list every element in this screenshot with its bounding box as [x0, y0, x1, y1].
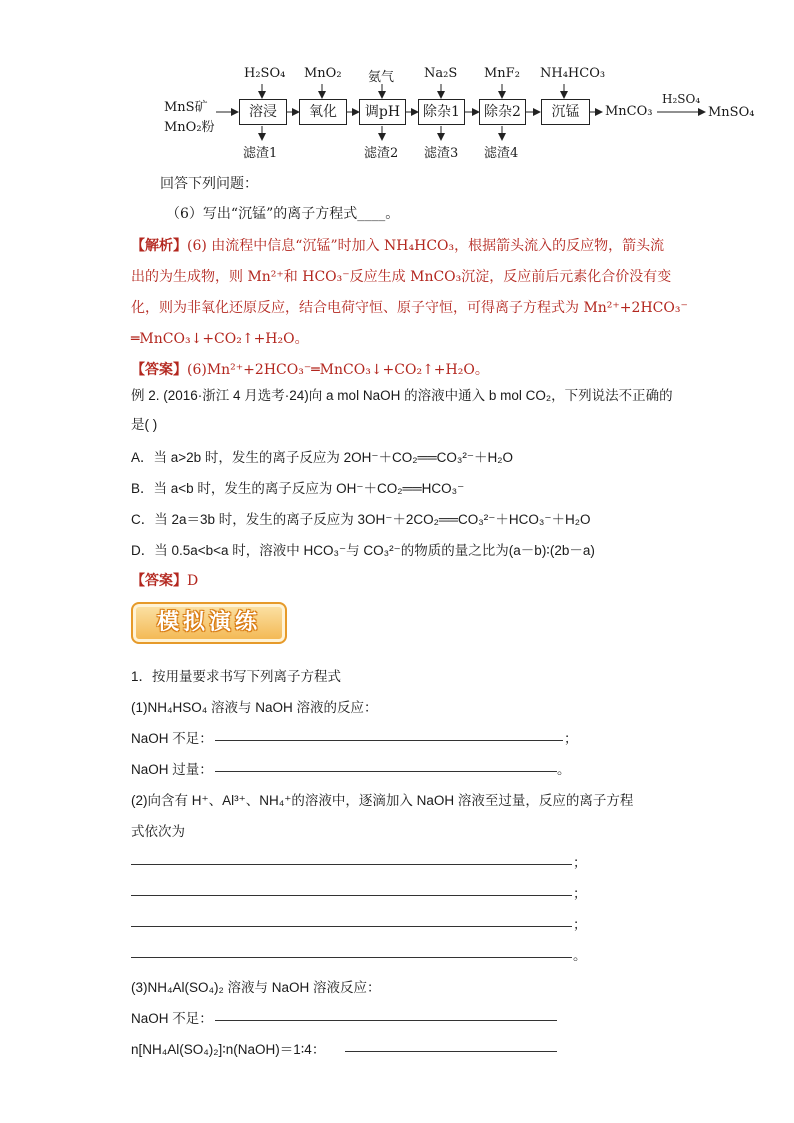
answer-blank[interactable] — [215, 740, 563, 741]
answer-blank[interactable] — [345, 1051, 557, 1052]
exercise-part-3: (3)NH₄Al(SO₄)₂ 溶液与 NaOH 溶液反应： — [131, 980, 381, 995]
practice-banner — [131, 602, 287, 644]
answer-blank[interactable] — [215, 771, 557, 772]
answer-1 — [131, 359, 489, 379]
step-precipitate-mn: 沉锰 — [541, 99, 590, 125]
punct-semicolon: ； — [564, 731, 578, 746]
analysis-line-1 — [131, 235, 664, 255]
input-na2s: Na₂S — [424, 66, 458, 81]
residue-4: 滤渣4 — [484, 146, 519, 161]
part-3-naoh-insufficient-label: NaOH 不足： — [131, 1011, 213, 1026]
product-mnso4: MnSO₄ — [708, 105, 755, 120]
answer-2-text: D — [187, 573, 199, 589]
option-b: B．当 a<b 时，发生的离子反应为 OH⁻＋CO₂══HCO₃⁻ — [131, 481, 465, 496]
product-mnco3: MnCO₃ — [605, 104, 653, 119]
example-2-stem-2: 是( ) — [131, 417, 158, 432]
exercise-title: 1．按用量要求书写下列离子方程式 — [131, 669, 342, 684]
input-nh4hco3: NH₄HCO₃ — [540, 66, 606, 81]
step-purify-1: 除杂1 — [418, 99, 465, 125]
answer-blank[interactable] — [131, 926, 572, 927]
step-oxidation: 氧化 — [299, 99, 347, 125]
punct-semicolon: ； — [573, 917, 587, 932]
answer-blank[interactable] — [215, 1020, 557, 1021]
reagent-h2so4: H₂SO₄ — [662, 92, 701, 106]
exercise-part-2-line-2: 式依次为 — [131, 824, 185, 839]
analysis-text-1: (6) 由流程中信息“沉锰”时加入 NH₄HCO₃，根据箭头流入的反应物，箭头流 — [187, 238, 665, 254]
option-a: A．当 a>2b 时，发生的离子反应为 2OH⁻＋CO₂══CO₃²⁻＋H₂O — [131, 450, 514, 465]
analysis-line-2: 出的为生成物，则 Mn²⁺和 HCO₃⁻反应生成 MnCO₃沉淀，反应前后元素化合价没有变 — [131, 269, 672, 285]
answer-blank[interactable] — [131, 864, 572, 865]
answer-blank[interactable] — [131, 895, 572, 896]
question-6: （6）写出“沉锰”的离子方程式____。 — [166, 206, 400, 222]
punct-semicolon: ； — [573, 886, 587, 901]
punct-semicolon: ； — [573, 855, 587, 870]
answer-2-tag: 【答案】 — [131, 573, 187, 589]
answer-blank[interactable] — [131, 957, 572, 958]
part-1-naoh-insufficient-label: NaOH 不足： — [131, 731, 213, 746]
input-ammonia: 氨气 — [368, 70, 395, 85]
analysis-line-4: ═MnCO₃↓+CO₂↑+H₂O。 — [131, 331, 309, 347]
input-mnf2: MnF₂ — [484, 66, 520, 81]
answer-1-tag: 【答案】 — [131, 362, 187, 378]
question-intro: 回答下列问题： — [160, 176, 258, 192]
punct-period: 。 — [557, 762, 571, 777]
exercise-part-2-line-1: (2)向含有 H⁺、Al³⁺、NH₄⁺的溶液中，逐滴加入 NaOH 溶液至过量，反应的离子方程 — [131, 793, 634, 808]
analysis-line-3: 化，则为非氧化还原反应，结合电荷守恒、原子守恒，可得离子方程式为 Mn²⁺+2HCO₃⁻ — [131, 300, 688, 316]
residue-1: 滤渣1 — [243, 146, 278, 161]
step-adjust-ph: 调pH — [359, 99, 406, 125]
analysis-tag: 【解析】 — [131, 238, 187, 254]
part-1-naoh-excess-label: NaOH 过量： — [131, 762, 213, 777]
example-2-stem-1: 例 2. (2016·浙江 4 月选考·24)向 a mol NaOH 的溶液中通入 b mol CO₂，下列说法不正确的 — [131, 388, 673, 403]
part-3-ratio-label: n[NH₄Al(SO₄)₂]∶n(NaOH)＝1∶4： — [131, 1042, 326, 1057]
answer-1-text: (6)Mn²⁺+2HCO₃⁻═MnCO₃↓+CO₂↑+H₂O。 — [187, 362, 489, 378]
step-leaching: 溶浸 — [239, 99, 287, 125]
answer-2 — [131, 570, 198, 590]
input-h2so4: H₂SO₄ — [244, 66, 286, 81]
step-purify-2: 除杂2 — [479, 99, 526, 125]
practice-banner-text: 模拟演练 — [156, 610, 261, 635]
punct-period: 。 — [573, 948, 587, 963]
exercise-part-1: (1)NH₄HSO₄ 溶液与 NaOH 溶液的反应： — [131, 700, 378, 715]
raw-material-1: MnS矿 — [164, 100, 208, 115]
input-mno2: MnO₂ — [304, 66, 342, 81]
residue-2: 滤渣2 — [364, 146, 399, 161]
raw-material-2: MnO₂粉 — [164, 120, 215, 135]
option-d: D．当 0.5a<b<a 时，溶液中 HCO₃⁻与 CO₃²⁻的物质的量之比为(a－b)∶(2b－a) — [131, 543, 595, 558]
option-c: C．当 2a＝3b 时，发生的离子反应为 3OH⁻＋2CO₂══CO₃²⁻＋HCO₃⁻＋H₂O — [131, 512, 591, 527]
residue-3: 滤渣3 — [424, 146, 459, 161]
